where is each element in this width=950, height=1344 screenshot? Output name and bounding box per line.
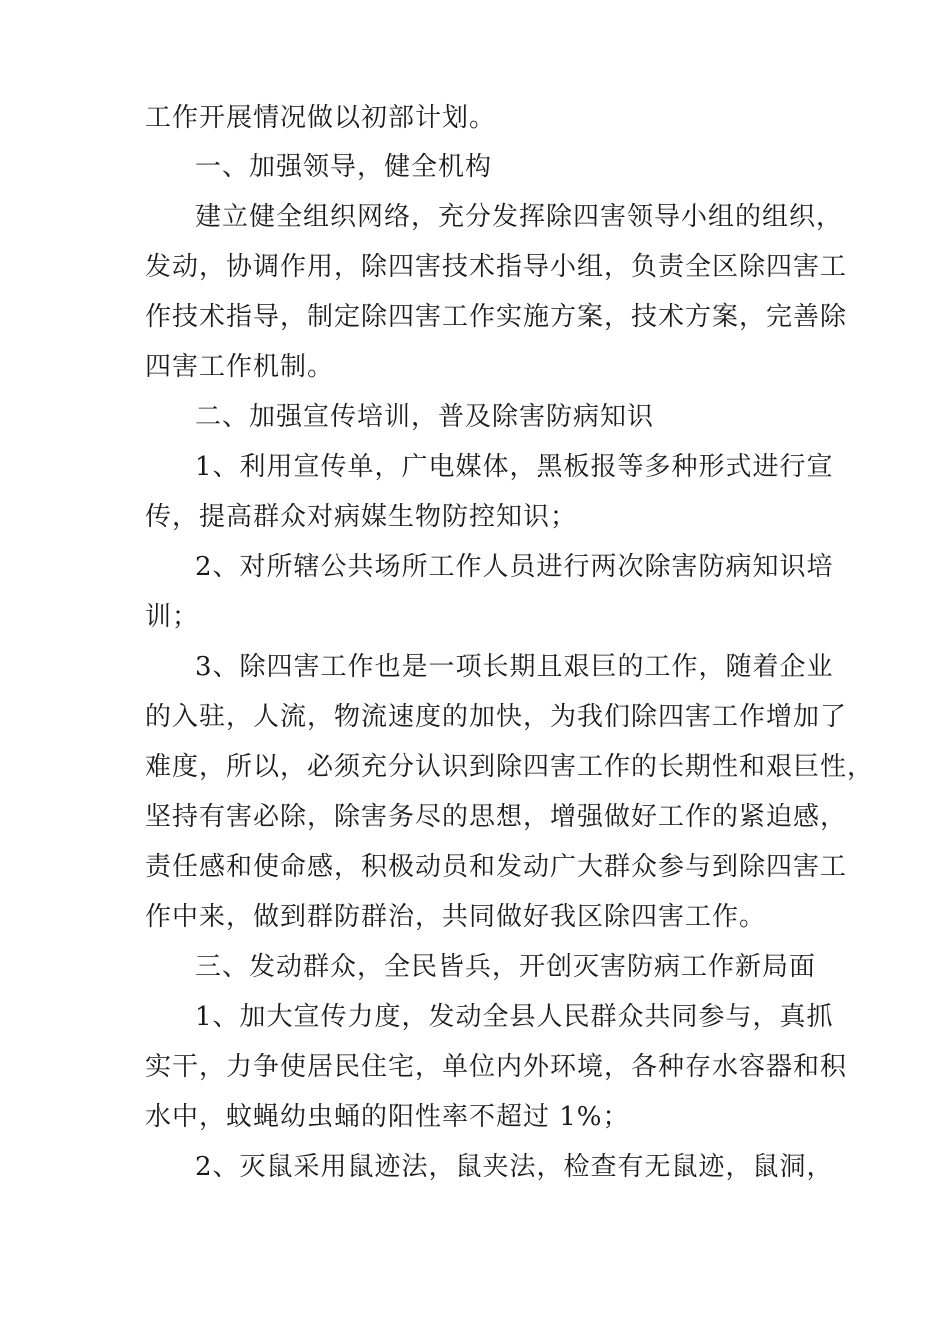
body-text-line: 建立健全组织网络，充分发挥除四害领导小组的组织，	[195, 202, 844, 232]
list-item-line: 1、加大宣传力度，发动全县人民群众共同参与，真抓	[195, 1002, 834, 1032]
section-heading: 三、发动群众，全民皆兵，开创灭害防病工作新局面	[195, 952, 817, 982]
list-item-line: 2、灭鼠采用鼠迹法，鼠夹法，检查有无鼠迹，鼠洞，	[195, 1152, 834, 1182]
section-heading: 一、加强领导，健全机构	[195, 152, 493, 182]
body-text-line: 作中来，做到群防群治，共同做好我区除四害工作。	[145, 902, 767, 932]
list-item-line: 1、利用宣传单，广电媒体，黑板报等多种形式进行宣	[195, 452, 834, 482]
body-text-line: 难度，所以，必须充分认识到除四害工作的长期性和艰巨性，	[145, 752, 875, 782]
section-heading: 二、加强宣传培训，普及除害防病知识	[195, 402, 655, 432]
body-text-line: 工作开展情况做以初部计划。	[145, 103, 497, 133]
body-text-line: 训；	[145, 602, 200, 632]
body-text-line: 四害工作机制。	[145, 352, 335, 382]
list-item-line: 2、对所辖公共场所工作人员进行两次除害防病知识培	[195, 552, 834, 582]
list-item-line: 3、除四害工作也是一项长期且艰巨的工作，随着企业	[195, 652, 834, 682]
body-text-line: 实干，力争使居民住宅，单位内外环境，各种存水容器和积	[145, 1052, 848, 1082]
body-text-line: 坚持有害必除，除害务尽的思想，增强做好工作的紧迫感，	[145, 802, 848, 832]
body-text-line: 水中，蚊蝇幼虫蛹的阳性率不超过 1%；	[145, 1102, 630, 1132]
body-text-line: 发动，协调作用，除四害技术指导小组，负责全区除四害工	[145, 252, 848, 282]
body-text-line: 的入驻，人流，物流速度的加快，为我们除四害工作增加了	[145, 702, 848, 732]
body-text-line: 责任感和使命感，积极动员和发动广大群众参与到除四害工	[145, 852, 848, 882]
body-text-line: 作技术指导，制定除四害工作实施方案，技术方案，完善除	[145, 302, 848, 332]
body-text-line: 传，提高群众对病媒生物防控知识；	[145, 502, 578, 532]
